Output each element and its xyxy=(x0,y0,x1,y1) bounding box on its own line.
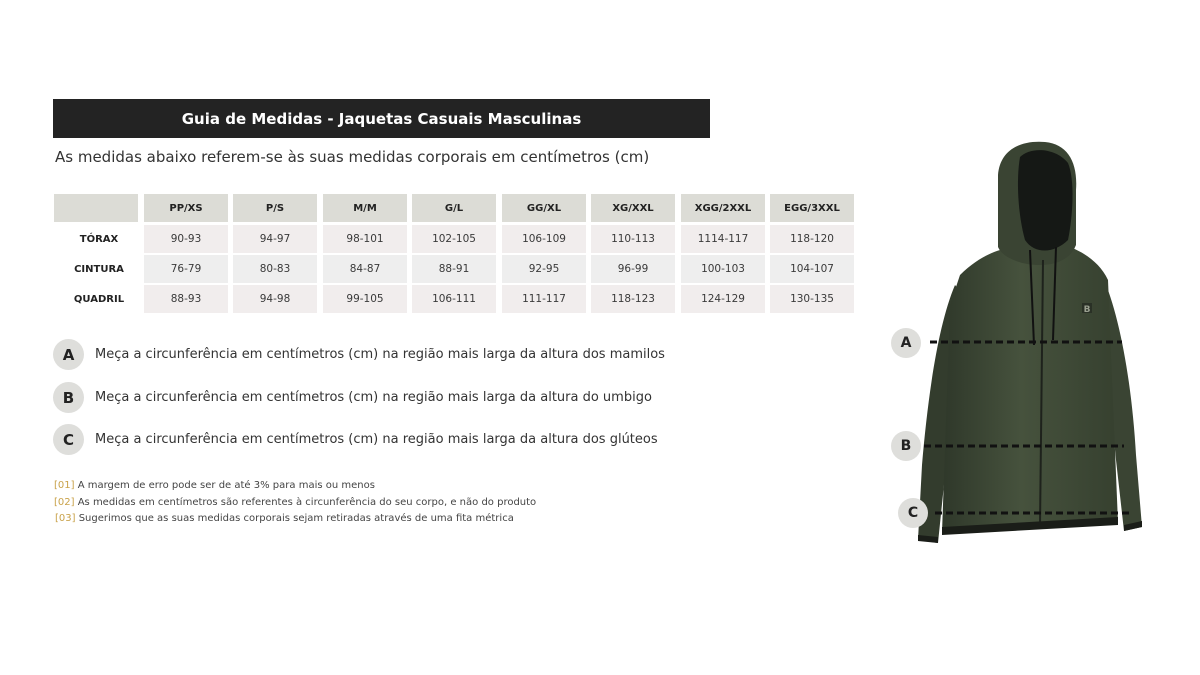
table-cell: 96-99 xyxy=(591,255,675,283)
footnote-number: [02] xyxy=(54,496,75,508)
table-cell: 110-113 xyxy=(591,225,675,253)
instruction-b xyxy=(53,382,652,413)
table-cell: 80-83 xyxy=(233,255,317,283)
table-cell: 99-105 xyxy=(323,285,407,313)
table-cell: 100-103 xyxy=(681,255,765,283)
size-header: EGG/3XXL xyxy=(770,194,854,222)
footnote-number: [01] xyxy=(54,480,75,491)
size-header: XGG/2XXL xyxy=(681,194,765,222)
marker-b: B xyxy=(891,431,921,461)
footnote xyxy=(54,513,536,530)
instruction-c xyxy=(53,424,658,455)
footnote-number: [03] xyxy=(55,513,76,524)
letter-badge-b: B xyxy=(53,382,84,413)
table-cell: 88-93 xyxy=(144,285,228,313)
table-cell: 124-129 xyxy=(681,285,765,313)
footnote xyxy=(54,497,536,514)
row-label-torax: TÓRAX xyxy=(54,225,144,253)
footnote-text: Sugerimos que as suas medidas corporais sejam retiradas através de uma fita métrica xyxy=(75,513,514,524)
footnotes xyxy=(54,480,536,530)
table-cell: 98-101 xyxy=(323,225,407,253)
table-cell: 84-87 xyxy=(323,255,407,283)
row-label-cintura: CINTURA xyxy=(54,255,144,283)
footnote-text: A margem de erro pode ser de até 3% para mais ou menos xyxy=(74,480,375,491)
instruction-text: Meça a circunferência em centímetros (cm) na região mais larga da altura do umbigo xyxy=(95,390,652,405)
table-cell: 104-107 xyxy=(770,255,854,283)
table-cell: 106-109 xyxy=(502,225,586,253)
table-cell: 102-105 xyxy=(412,225,496,253)
table-cell: 111-117 xyxy=(502,285,586,313)
marker-c: C xyxy=(898,498,928,528)
table-cell: 88-91 xyxy=(412,255,496,283)
table-cell: 94-98 xyxy=(233,285,317,313)
footnote xyxy=(54,480,536,497)
size-header: P/S xyxy=(233,194,317,222)
table-cell: 130-135 xyxy=(770,285,854,313)
table-cell: 76-79 xyxy=(144,255,228,283)
jacket-illustration xyxy=(880,135,1160,555)
size-header: G/L xyxy=(412,194,496,222)
size-header: XG/XXL xyxy=(591,194,675,222)
table-cell: 118-120 xyxy=(770,225,854,253)
page-title: Guia de Medidas - Jaquetas Casuais Masculinas xyxy=(53,99,710,138)
size-header: PP/XS xyxy=(144,194,228,222)
jacket-figure xyxy=(880,135,1160,555)
table-cell: 106-111 xyxy=(412,285,496,313)
marker-a: A xyxy=(891,328,921,358)
instruction-a xyxy=(53,339,665,370)
row-label-quadril: QUADRIL xyxy=(54,285,144,313)
size-header: GG/XL xyxy=(502,194,586,222)
instruction-text: Meça a circunferência em centímetros (cm) na região mais larga da altura dos mamilos xyxy=(95,347,665,362)
size-header: M/M xyxy=(323,194,407,222)
table-cell: 92-95 xyxy=(502,255,586,283)
footnote-text: As medidas em centímetros são referentes à circunferência do seu corpo, e não do produto xyxy=(74,496,537,508)
instruction-text: Meça a circunferência em centímetros (cm) na região mais larga da altura dos glúteos xyxy=(95,432,658,447)
page-subtitle: As medidas abaixo referem-se às suas medidas corporais em centímetros (cm) xyxy=(55,148,650,166)
table-cell: 90-93 xyxy=(144,225,228,253)
table-cell: 94-97 xyxy=(233,225,317,253)
letter-badge-a: A xyxy=(53,339,84,370)
letter-badge-c: C xyxy=(53,424,84,455)
jacket-logo-letter: B xyxy=(1083,305,1091,315)
table-corner-cell xyxy=(54,194,138,222)
table-cell: 1114-117 xyxy=(681,225,765,253)
table-cell: 118-123 xyxy=(591,285,675,313)
